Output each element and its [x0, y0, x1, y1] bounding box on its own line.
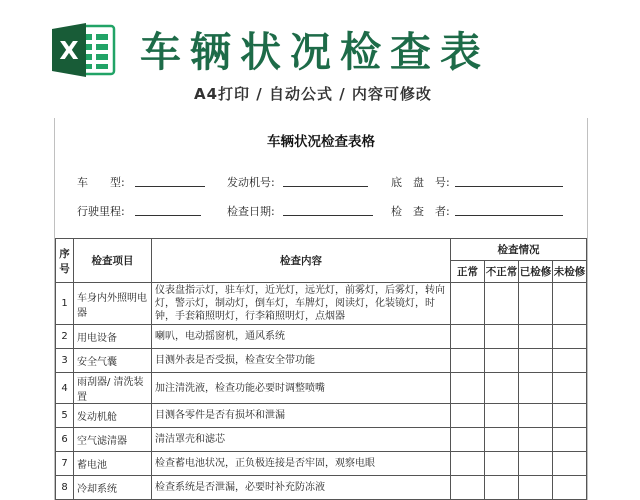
row-no: 4: [56, 373, 74, 404]
table-row: [56, 452, 587, 476]
row-content: 检查蓄电池状况，正负极连接是否牢固，观察电眼: [152, 452, 451, 476]
header-unrepaired: 未检修: [553, 261, 587, 283]
status-normal-cell[interactable]: [451, 476, 485, 500]
status-repaired-cell[interactable]: [519, 452, 553, 476]
row-content: 加注清洗液，检查功能必要时调整喷嘴: [152, 373, 451, 404]
table-row: [56, 373, 587, 404]
status-unrepaired-cell[interactable]: [553, 325, 587, 349]
status-abnormal-cell[interactable]: [485, 404, 519, 428]
row-no: 8: [56, 476, 74, 500]
status-abnormal-cell[interactable]: [485, 428, 519, 452]
header-abnormal: 不正常: [485, 261, 519, 283]
status-normal-cell[interactable]: [451, 283, 485, 325]
header-repaired: 已检修: [519, 261, 553, 283]
banner-subtitle: A4打印 / 自动公式 / 内容可修改: [194, 85, 432, 103]
table-row: [56, 476, 587, 500]
status-abnormal-cell[interactable]: [485, 283, 519, 325]
row-content: 目测各零件是否有损坏和泄漏: [152, 404, 451, 428]
check-date-field[interactable]: [283, 203, 373, 216]
status-repaired-cell[interactable]: [519, 373, 553, 404]
row-content: 清洁罩壳和滤芯: [152, 428, 451, 452]
status-normal-cell[interactable]: [451, 404, 485, 428]
table-row: [56, 325, 587, 349]
mileage-field[interactable]: [135, 203, 201, 216]
car-model-label: 车 型:: [77, 176, 125, 189]
status-repaired-cell[interactable]: [519, 349, 553, 373]
status-unrepaired-cell[interactable]: [553, 476, 587, 500]
sheet-page: [54, 118, 588, 500]
status-abnormal-cell[interactable]: [485, 452, 519, 476]
header-no: 序号: [56, 239, 74, 283]
table-row: [56, 283, 587, 325]
status-unrepaired-cell[interactable]: [553, 283, 587, 325]
status-repaired-cell[interactable]: [519, 476, 553, 500]
inspection-table: [55, 238, 587, 500]
row-content: 仪表盘指示灯，驻车灯，近光灯，远光灯，前雾灯，后雾灯，转向灯，警示灯，制动灯，倒车灯，车牌灯，阅读灯，化装镜灯，时钟，手套箱照明灯，行李箱照明灯，点烟器: [152, 283, 451, 325]
row-content: 检查系统是否泄漏，必要时补充防冻液: [152, 476, 451, 500]
engine-no-label: 发动机号:: [227, 176, 275, 189]
header-status: 检查情况: [451, 239, 587, 261]
row-item: 冷却系统: [74, 476, 152, 500]
row-item: 蓄电池: [74, 452, 152, 476]
row-no: 7: [56, 452, 74, 476]
table-row: [56, 404, 587, 428]
status-repaired-cell[interactable]: [519, 404, 553, 428]
inspector-field[interactable]: [455, 203, 563, 216]
check-date-label: 检查日期:: [227, 205, 275, 218]
status-normal-cell[interactable]: [451, 452, 485, 476]
status-unrepaired-cell[interactable]: [553, 452, 587, 476]
status-unrepaired-cell[interactable]: [553, 373, 587, 404]
status-normal-cell[interactable]: [451, 349, 485, 373]
table-row: [56, 428, 587, 452]
status-abnormal-cell[interactable]: [485, 325, 519, 349]
row-no: 6: [56, 428, 74, 452]
sheet-title: 车辆状况检查表格: [267, 134, 375, 150]
status-repaired-cell[interactable]: [519, 283, 553, 325]
status-repaired-cell[interactable]: [519, 428, 553, 452]
row-no: 5: [56, 404, 74, 428]
status-normal-cell[interactable]: [451, 373, 485, 404]
engine-no-field[interactable]: [283, 174, 368, 187]
banner-title: 车辆状况检查表: [140, 28, 490, 76]
excel-icon: [52, 22, 116, 78]
status-normal-cell[interactable]: [451, 325, 485, 349]
header-normal: 正常: [451, 261, 485, 283]
row-item: 安全气囊: [74, 349, 152, 373]
car-model-field[interactable]: [135, 174, 205, 187]
header-item: 检查项目: [74, 239, 152, 283]
row-content: 目测外表是否受损，检查安全带功能: [152, 349, 451, 373]
row-item: 空气滤清器: [74, 428, 152, 452]
status-unrepaired-cell[interactable]: [553, 349, 587, 373]
excel-logo-letter: X: [59, 36, 79, 65]
mileage-label: 行驶里程:: [77, 205, 125, 218]
row-item: 车身内外照明电器: [74, 283, 152, 325]
chassis-no-field[interactable]: [455, 174, 563, 187]
status-abnormal-cell[interactable]: [485, 476, 519, 500]
status-normal-cell[interactable]: [451, 428, 485, 452]
inspector-label: 检 查 者:: [391, 205, 450, 218]
row-item: 雨刮器/ 清洗装置: [74, 373, 152, 404]
status-abnormal-cell[interactable]: [485, 373, 519, 404]
row-content: 喇叭，电动摇窗机，通风系统: [152, 325, 451, 349]
row-item: 用电设备: [74, 325, 152, 349]
chassis-no-label: 底 盘 号:: [391, 176, 450, 189]
status-repaired-cell[interactable]: [519, 325, 553, 349]
banner: [0, 0, 640, 118]
table-row: [56, 349, 587, 373]
row-no: 2: [56, 325, 74, 349]
header-content: 检查内容: [152, 239, 451, 283]
row-no: 1: [56, 283, 74, 325]
status-unrepaired-cell[interactable]: [553, 404, 587, 428]
row-item: 发动机舱: [74, 404, 152, 428]
status-abnormal-cell[interactable]: [485, 349, 519, 373]
row-no: 3: [56, 349, 74, 373]
status-unrepaired-cell[interactable]: [553, 428, 587, 452]
